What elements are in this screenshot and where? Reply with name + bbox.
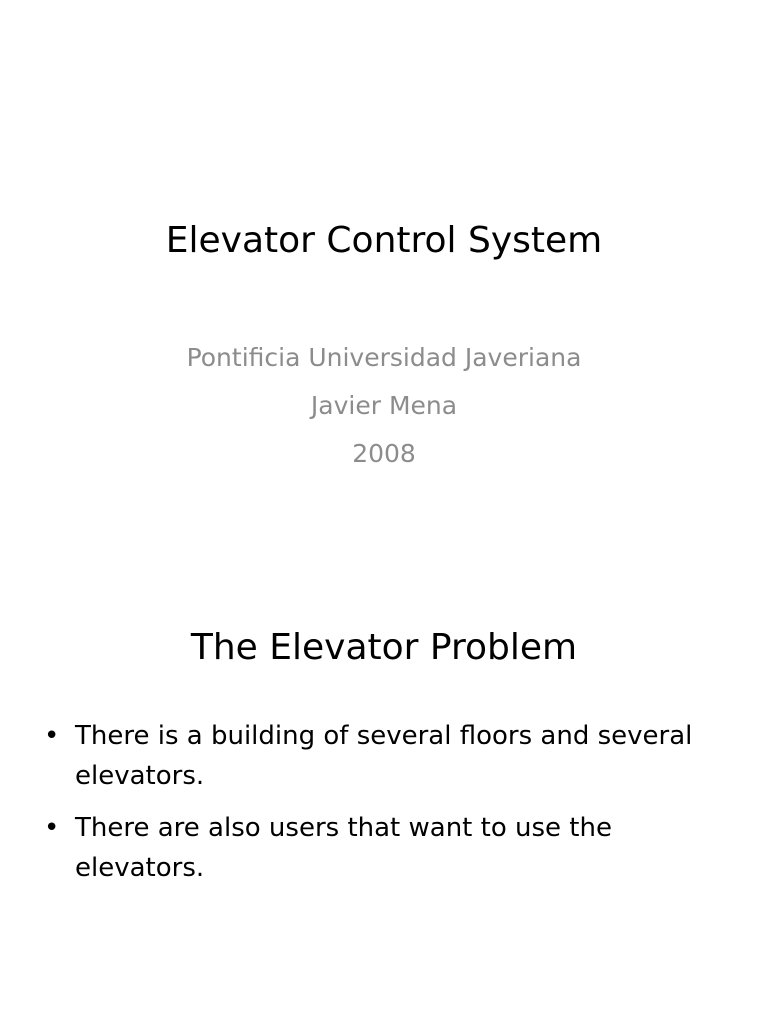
slide-title: The Elevator Problem: [190, 627, 578, 668]
bullet-icon: •: [44, 813, 60, 843]
slide-title: Elevator Control System: [165, 220, 603, 261]
bullet-icon: •: [44, 721, 60, 751]
bullet-item: [44, 716, 744, 796]
content-slide: [0, 576, 768, 1024]
bullet-text: There are also users that want to use the elevators.: [75, 813, 612, 883]
bullet-item: [44, 808, 744, 888]
slide-subtitle: [0, 334, 768, 478]
subtitle-line-institution: Pontificia Universidad Javeriana: [186, 343, 582, 372]
subtitle-line-author: Javier Mena: [310, 391, 458, 420]
bullet-text: There is a building of several floors and several elevators.: [75, 721, 693, 791]
subtitle-line-year: 2008: [352, 439, 416, 468]
bullet-list: [44, 716, 744, 900]
